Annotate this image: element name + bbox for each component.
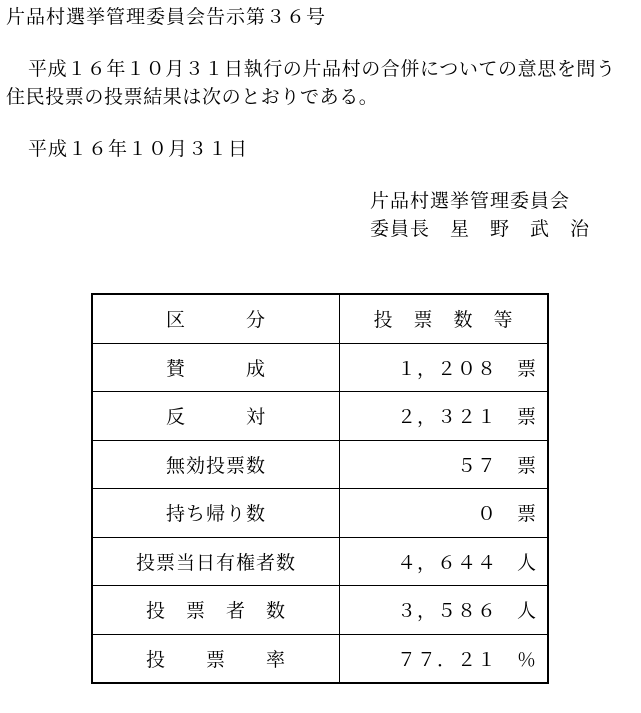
notice-body-line-2: 住民投票の投票結果は次のとおりである。 xyxy=(6,86,379,108)
notice-title: 片品村選挙管理委員会告示第３６号 xyxy=(6,6,327,28)
notice-body-line-1: 平成１６年１０月３１日執行の片品村の合併についての意思を問う xyxy=(28,58,616,80)
notice-date: 平成１６年１０月３１日 xyxy=(28,138,249,160)
row-label-voters: 投 票 者 数 xyxy=(92,586,340,635)
table-row xyxy=(92,634,548,683)
row-value-taken-home: ０ 票 xyxy=(340,489,549,538)
row-value-invalid: ５７ 票 xyxy=(340,440,549,489)
row-value-voters: ３，５８６ 人 xyxy=(340,586,549,635)
header-count: 投 票 数 等 xyxy=(340,294,549,343)
row-value-turnout: ７７．２１ ％ xyxy=(340,634,549,683)
table-row xyxy=(92,392,548,441)
row-label-yes: 賛 成 xyxy=(92,343,340,392)
table-row xyxy=(92,537,548,586)
row-value-eligible-voters: ４，６４４ 人 xyxy=(340,537,549,586)
committee-chair-signature: 委員長 星 野 武 治 xyxy=(370,218,591,240)
header-category: 区 分 xyxy=(92,294,340,343)
row-label-eligible-voters: 投票当日有権者数 xyxy=(92,537,340,586)
row-label-invalid: 無効投票数 xyxy=(92,440,340,489)
row-value-no: ２，３２１ 票 xyxy=(340,392,549,441)
table-row xyxy=(92,586,548,635)
row-label-taken-home: 持ち帰り数 xyxy=(92,489,340,538)
table-row xyxy=(92,489,548,538)
table-row xyxy=(92,343,548,392)
row-label-turnout: 投 票 率 xyxy=(92,634,340,683)
issuing-committee: 片品村選挙管理委員会 xyxy=(370,190,571,212)
table-row xyxy=(92,440,548,489)
table-header-row xyxy=(92,294,548,343)
voting-results-table xyxy=(91,293,549,684)
row-label-no: 反 対 xyxy=(92,392,340,441)
row-value-yes: １，２０８ 票 xyxy=(340,343,549,392)
